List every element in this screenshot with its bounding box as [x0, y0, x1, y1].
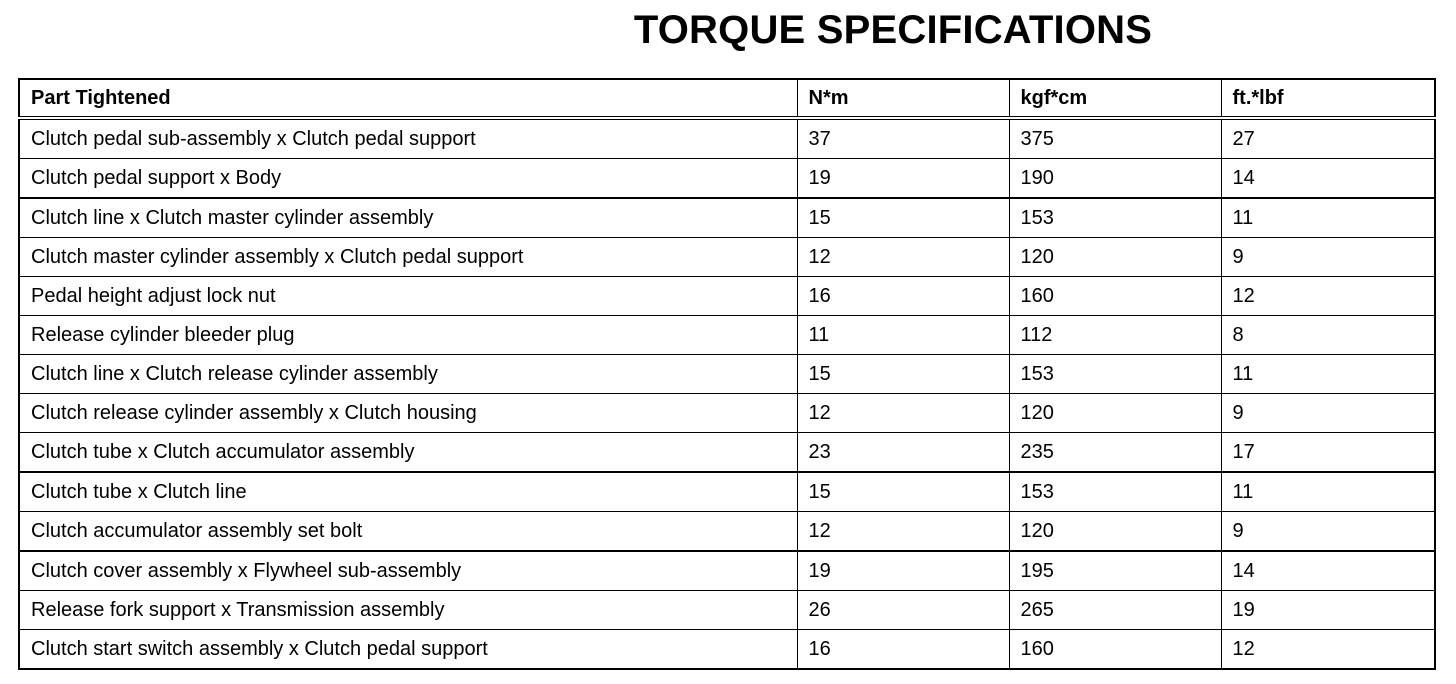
kgf-cell: 195 [1009, 551, 1221, 591]
ft-cell: 12 [1221, 630, 1435, 670]
ft-cell: 11 [1221, 198, 1435, 238]
kgf-cell: 153 [1009, 355, 1221, 394]
nm-cell: 11 [797, 316, 1009, 355]
table-row [19, 355, 1435, 394]
ft-cell: 12 [1221, 277, 1435, 316]
ft-cell: 8 [1221, 316, 1435, 355]
table-header-row [19, 79, 1435, 118]
page-title: TORQUE SPECIFICATIONS [633, 8, 1153, 52]
header-ft-lbf: ft.*lbf [1221, 79, 1435, 118]
nm-cell: 26 [797, 591, 1009, 630]
table-row [19, 394, 1435, 433]
kgf-cell: 160 [1009, 277, 1221, 316]
nm-cell: 23 [797, 433, 1009, 473]
nm-cell: 37 [797, 118, 1009, 159]
part-cell: Clutch tube x Clutch accumulator assembly [19, 433, 797, 473]
kgf-cell: 120 [1009, 512, 1221, 552]
ft-cell: 9 [1221, 238, 1435, 277]
nm-cell: 16 [797, 277, 1009, 316]
part-cell: Release fork support x Transmission assembly [19, 591, 797, 630]
table-row [19, 316, 1435, 355]
kgf-cell: 190 [1009, 159, 1221, 199]
kgf-cell: 120 [1009, 394, 1221, 433]
kgf-cell: 120 [1009, 238, 1221, 277]
part-cell: Clutch line x Clutch release cylinder assembly [19, 355, 797, 394]
nm-cell: 19 [797, 159, 1009, 199]
kgf-cell: 160 [1009, 630, 1221, 670]
part-cell: Clutch accumulator assembly set bolt [19, 512, 797, 552]
kgf-cell: 153 [1009, 198, 1221, 238]
table-row [19, 512, 1435, 552]
part-cell: Clutch tube x Clutch line [19, 472, 797, 512]
table-row [19, 630, 1435, 670]
table-row [19, 591, 1435, 630]
part-cell: Clutch pedal sub-assembly x Clutch pedal support [19, 118, 797, 159]
table-row [19, 238, 1435, 277]
table-row [19, 472, 1435, 512]
nm-cell: 12 [797, 512, 1009, 552]
nm-cell: 12 [797, 394, 1009, 433]
header-nm: N*m [797, 79, 1009, 118]
torque-spec-table [18, 78, 1436, 670]
part-cell: Release cylinder bleeder plug [19, 316, 797, 355]
ft-cell: 9 [1221, 512, 1435, 552]
ft-cell: 14 [1221, 551, 1435, 591]
table-row [19, 198, 1435, 238]
ft-cell: 11 [1221, 472, 1435, 512]
part-cell: Pedal height adjust lock nut [19, 277, 797, 316]
table-row [19, 159, 1435, 199]
nm-cell: 12 [797, 238, 1009, 277]
part-cell: Clutch release cylinder assembly x Clutch housing [19, 394, 797, 433]
ft-cell: 11 [1221, 355, 1435, 394]
part-cell: Clutch master cylinder assembly x Clutch pedal support [19, 238, 797, 277]
kgf-cell: 375 [1009, 118, 1221, 159]
kgf-cell: 235 [1009, 433, 1221, 473]
ft-cell: 19 [1221, 591, 1435, 630]
nm-cell: 19 [797, 551, 1009, 591]
part-cell: Clutch cover assembly x Flywheel sub-assembly [19, 551, 797, 591]
nm-cell: 15 [797, 355, 1009, 394]
ft-cell: 9 [1221, 394, 1435, 433]
header-kgf-cm: kgf*cm [1009, 79, 1221, 118]
kgf-cell: 265 [1009, 591, 1221, 630]
nm-cell: 15 [797, 472, 1009, 512]
header-part-tightened: Part Tightened [19, 79, 797, 118]
part-cell: Clutch line x Clutch master cylinder assembly [19, 198, 797, 238]
kgf-cell: 112 [1009, 316, 1221, 355]
ft-cell: 27 [1221, 118, 1435, 159]
part-cell: Clutch pedal support x Body [19, 159, 797, 199]
table-row [19, 551, 1435, 591]
table-row [19, 118, 1435, 159]
nm-cell: 16 [797, 630, 1009, 670]
nm-cell: 15 [797, 198, 1009, 238]
part-cell: Clutch start switch assembly x Clutch pedal support [19, 630, 797, 670]
table-row [19, 277, 1435, 316]
kgf-cell: 153 [1009, 472, 1221, 512]
ft-cell: 17 [1221, 433, 1435, 473]
ft-cell: 14 [1221, 159, 1435, 199]
table-row [19, 433, 1435, 473]
